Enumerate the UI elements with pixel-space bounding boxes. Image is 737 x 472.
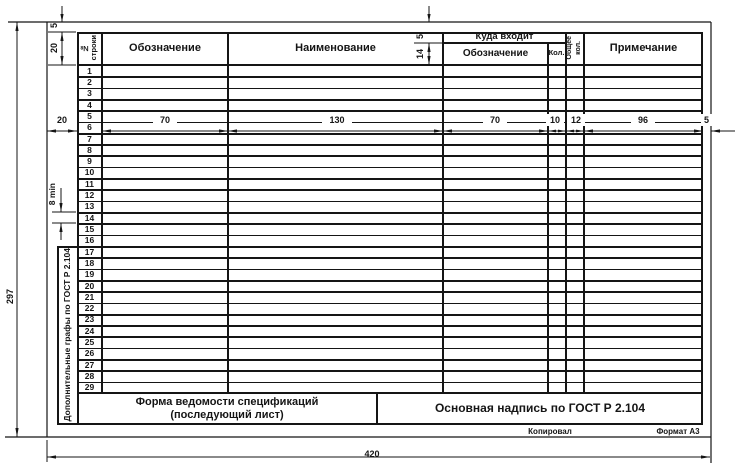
dim-col-name: 130 bbox=[322, 114, 352, 126]
row-number: 6 bbox=[87, 122, 92, 133]
row-number: 2 bbox=[87, 76, 92, 87]
dim-sub-row-top bbox=[413, 31, 426, 43]
row-number: 15 bbox=[84, 223, 95, 234]
header-designation: Обозначение bbox=[129, 41, 201, 54]
row-line bbox=[77, 212, 703, 214]
dim-col-note: 96 bbox=[631, 114, 655, 126]
row-line bbox=[77, 382, 703, 384]
row-line bbox=[77, 348, 703, 350]
row-number: 1 bbox=[87, 65, 92, 76]
row-line bbox=[77, 291, 703, 293]
row-number: 12 bbox=[84, 190, 95, 201]
row-number: 27 bbox=[84, 359, 95, 370]
dim-sub-row-bottom-text: 14 bbox=[414, 49, 425, 60]
dim-right-margin: 5 bbox=[701, 114, 712, 126]
header-total-qty-line1: Общее bbox=[566, 36, 574, 60]
row-line bbox=[77, 144, 703, 146]
row-number: 5 bbox=[87, 110, 92, 121]
row-line bbox=[77, 336, 703, 338]
dim-sub-row-bottom bbox=[413, 45, 426, 64]
row-number: 13 bbox=[84, 201, 95, 212]
row-number: 14 bbox=[84, 212, 95, 223]
dim-col-qty: 10 bbox=[546, 114, 564, 126]
row-number: 20 bbox=[84, 280, 95, 291]
dim-row-height-min-text: 8 min bbox=[47, 182, 57, 206]
header-bottom-line bbox=[77, 64, 703, 66]
row-line bbox=[77, 280, 703, 282]
row-line bbox=[77, 76, 703, 78]
row-line bbox=[77, 257, 703, 259]
row-number: 10 bbox=[84, 167, 95, 178]
row-line bbox=[77, 201, 703, 203]
side-note-text: Дополнительные графы по ГОСТ Р 2.104 bbox=[62, 248, 73, 422]
row-line bbox=[77, 167, 703, 169]
form-caption-line1: Форма ведомости спецификаций bbox=[135, 396, 319, 409]
row-number: 17 bbox=[84, 246, 95, 257]
row-number: 4 bbox=[87, 99, 92, 110]
header-row-no-line1: № bbox=[79, 43, 89, 53]
header-note: Примечание bbox=[609, 41, 678, 54]
row-number: 23 bbox=[84, 314, 95, 325]
row-number: 11 bbox=[85, 178, 94, 189]
dim-sheet-height-text: 297 bbox=[4, 289, 15, 305]
dim-sheet-width: 420 bbox=[364, 448, 380, 459]
row-line bbox=[77, 155, 703, 157]
row-line bbox=[77, 88, 703, 90]
row-line bbox=[77, 370, 703, 372]
form-caption-line2: (последующий лист) bbox=[170, 408, 284, 421]
table-frame bbox=[77, 32, 703, 425]
row-number: 16 bbox=[84, 235, 95, 246]
row-number: 3 bbox=[87, 88, 92, 99]
dim-col-designation: 70 bbox=[153, 114, 177, 126]
dim-row-height-min bbox=[45, 176, 59, 212]
row-number: 26 bbox=[84, 348, 95, 359]
row-number: 28 bbox=[84, 371, 95, 381]
header-qty: Кол. bbox=[548, 47, 565, 57]
row-line bbox=[77, 314, 703, 316]
header-where-designation: Обозначение bbox=[462, 47, 529, 59]
row-line bbox=[77, 359, 703, 361]
row-line bbox=[77, 189, 703, 191]
row-number: 22 bbox=[84, 303, 95, 314]
dim-sheet-height bbox=[3, 277, 16, 317]
row-line bbox=[77, 246, 703, 248]
header-row-no-line2: строки bbox=[89, 35, 98, 61]
header-total-qty-line2: кол. bbox=[575, 41, 582, 55]
dim-left-margin: 20 bbox=[52, 114, 72, 126]
row-number: 7 bbox=[87, 133, 92, 144]
row-number: 8 bbox=[87, 144, 92, 155]
row-line bbox=[77, 99, 703, 101]
header-where-used: Куда входит bbox=[475, 30, 534, 42]
caption-divider bbox=[376, 392, 378, 425]
dim-top-gap-text: 5 bbox=[48, 23, 59, 29]
dim-col-total: 12 bbox=[567, 114, 585, 126]
row-number: 25 bbox=[84, 337, 95, 348]
row-number: 24 bbox=[84, 325, 95, 336]
dim-header-height-text: 20 bbox=[48, 43, 59, 54]
copied-by-label: Копировал bbox=[528, 426, 572, 436]
row-number: 9 bbox=[87, 156, 92, 167]
row-line bbox=[77, 223, 703, 225]
header-row-no bbox=[79, 34, 100, 62]
title-block-caption: Основная надпись по ГОСТ Р 2.104 bbox=[434, 400, 646, 415]
row-line bbox=[77, 110, 703, 112]
row-number: 29 bbox=[84, 382, 95, 393]
row-line bbox=[77, 178, 703, 180]
row-line bbox=[77, 325, 703, 327]
col-line-where-designation bbox=[547, 43, 549, 393]
format-label: Формат А3 bbox=[656, 426, 700, 436]
row-line bbox=[77, 303, 703, 305]
row-line bbox=[77, 235, 703, 237]
dim-sub-row-top-text: 5 bbox=[414, 34, 425, 40]
row-line bbox=[77, 133, 703, 135]
dim-header-height bbox=[47, 36, 60, 61]
dim-top-gap bbox=[47, 20, 60, 32]
row-number: 21 bbox=[84, 291, 95, 302]
dim-col-where-designation: 70 bbox=[483, 114, 507, 126]
row-number: 19 bbox=[84, 269, 95, 280]
row-number: 18 bbox=[84, 257, 95, 268]
header-total-qty bbox=[567, 33, 582, 63]
row-line bbox=[77, 269, 703, 271]
header-name: Наименование bbox=[295, 41, 376, 54]
side-note bbox=[58, 247, 78, 423]
form-caption bbox=[79, 394, 375, 423]
